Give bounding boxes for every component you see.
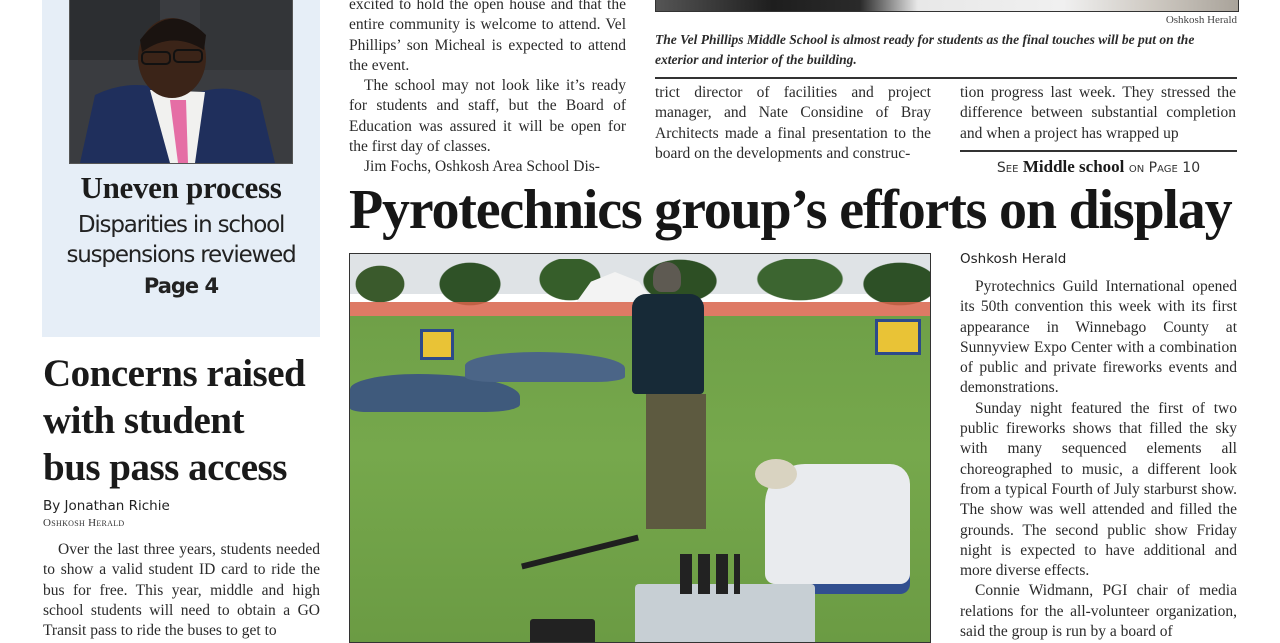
divider-rule xyxy=(655,77,1237,79)
promo-subtitle-line: Disparities in school xyxy=(77,212,285,238)
middle-school-column-c xyxy=(960,83,1236,144)
headline-line: bus pass access xyxy=(43,446,287,489)
jump-topic: Middle school xyxy=(1022,157,1125,176)
photo-tarp xyxy=(465,352,625,382)
pyrotechnics-headline[interactable]: Pyrotechnics group’s efforts on display xyxy=(349,179,1232,241)
headline-line: with student xyxy=(43,399,244,442)
bus-article-body xyxy=(43,540,320,641)
article-paragraph: Jim Fochs, Oshkosh Area School Dis- xyxy=(364,158,600,176)
photo-caption: The Vel Phillips Middle School is almost ready for students as the final touches will be put on the exterior and interior of the building. xyxy=(655,32,1195,67)
photo-target-board xyxy=(875,319,921,355)
article-paragraph: Pyrotechnics Guild International opened its 50th convention this week with its first appearance in Winnebago County at Sunnyview Expo Center with a combination of public and private fireworks events and demonstrations. xyxy=(960,278,1237,397)
photo-hat xyxy=(755,459,797,489)
pyrotechnics-photo[interactable] xyxy=(349,253,931,643)
divider-rule xyxy=(960,150,1237,152)
continued-jump-link[interactable] xyxy=(960,157,1237,177)
photo-equipment-case xyxy=(530,619,595,643)
middle-school-photo[interactable] xyxy=(655,0,1239,12)
photo-firework-tubes xyxy=(680,554,740,594)
middle-school-column-a xyxy=(349,0,626,178)
article-paragraph: Over the last three years, students needed to show a valid student ID card to ride the bus for free. This year, middle and high school students will need to obtain a GO Transit pass to ride the buses to get to xyxy=(43,541,320,640)
photo-target-board xyxy=(420,329,454,360)
photo-person-standing xyxy=(653,262,681,292)
byline: By Jonathan Richie xyxy=(43,498,170,514)
portrait-image xyxy=(70,0,292,163)
headline-line: Concerns raised xyxy=(43,352,306,395)
bus-article-headline[interactable] xyxy=(43,350,333,491)
article-paragraph: Sunday night featured the first of two public fireworks shows that filled the sky with many sequenced elements all choreographed to music, a different look from a typical Fourth of July starburst show. The show was well attended and filled the grounds. The second public show Friday night is expected to have additional and more diverse effects. xyxy=(960,399,1237,580)
jump-see: See xyxy=(996,160,1019,176)
outlet-credit: Oshkosh Herald xyxy=(960,251,1067,267)
promo-subtitle xyxy=(42,210,320,270)
photo-credit: Oshkosh Herald xyxy=(1165,14,1237,26)
promo-title[interactable]: Uneven process xyxy=(80,170,282,205)
article-paragraph: Connie Widmann, PGI chair of media relations for the all-volunteer organization, said the group is run by a board of xyxy=(960,582,1237,641)
outlet-credit: Oshkosh Herald xyxy=(43,517,125,529)
article-paragraph: tion progress last week. They stressed the difference between substantial completion and when a project has wrapped up xyxy=(960,84,1236,142)
promo-photo[interactable] xyxy=(69,0,293,164)
photo-person-standing xyxy=(632,294,704,394)
promo-subtitle-line: suspensions reviewed xyxy=(66,242,296,268)
article-paragraph: The school may not look like it’s ready for students and staff, but the Board of Education was assured it will be open for the first day of classes. xyxy=(349,77,626,156)
promo-page-ref[interactable]: Page 4 xyxy=(143,274,219,298)
pyrotechnics-body xyxy=(960,277,1237,642)
photo-person-standing xyxy=(646,394,706,529)
jump-page: on Page 10 xyxy=(1128,160,1201,176)
article-paragraph: trict director of facilities and project manager, and Nate Considine of Bray Architects made a final presentation to the board on the developments and construc- xyxy=(655,84,931,162)
middle-school-column-b xyxy=(655,83,931,164)
article-paragraph: excited to hold the open house and that the entire community is welcome to attend. Vel Phillips’ son Micheal is expected to attend the event. xyxy=(349,0,626,74)
